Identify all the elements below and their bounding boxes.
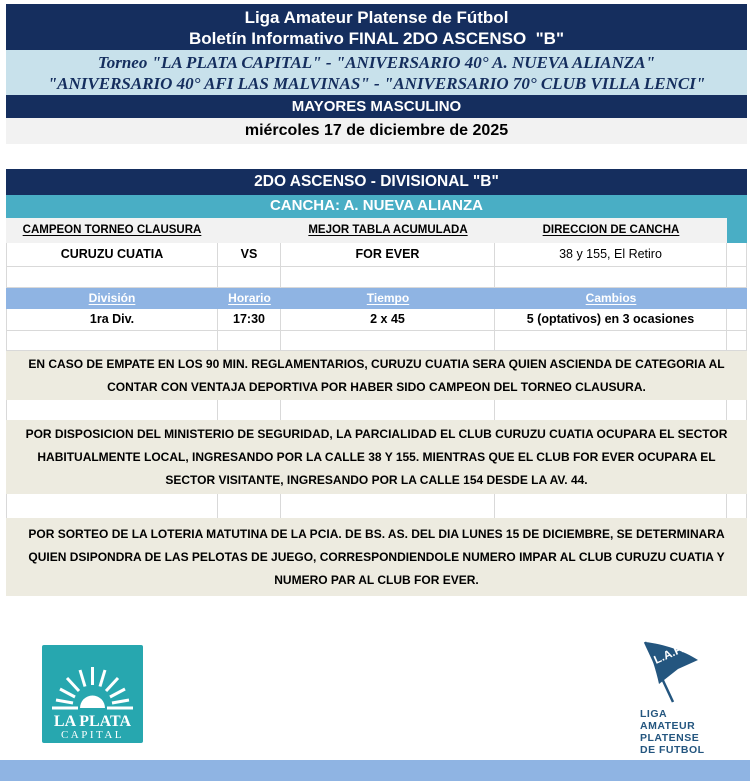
note-lottery: POR SORTEO DE LA LOTERIA MATUTINA DE LA PCIA. DE BS. AS. DEL DIA LUNES 15 DE DICIEMBRE, SE DETERMINARA QUIEN DSIPONDRA DE LAS PELOTAS DE JUEGO, CORRESPONDIENDOLE NUMERO IMPAR AL CLUB CURUZU CUATIA Y NUMERO PAR AL CLUB FOR EVER. [6,518,747,596]
match-header-row [6,218,747,243]
division-title-band: 2DO ASCENSO - DIVISIONAL "B" [6,169,747,195]
tournament-line-2: "ANIVERSARIO 40° AFI LAS MALVINAS" - "ANIVERSARIO 70° CLUB VILLA LENCI" [47,74,706,93]
note-security: POR DISPOSICION DEL MINISTERIO DE SEGURIDAD, LA PARCIALIDAD EL CLUB CURUZU CUATIA OCUPARA EL SECTOR HABITUALMENTE LOCAL, INGRESANDO POR LA CALLE 38 Y 155. MIENTRAS QUE EL CLUB FOR EVER OCUPARA EL SECTOR VISITANTE, INGRESANDO POR LA CALLE 154 DESDE LA AV. 44. [6,420,747,494]
tournament-line-1: Torneo "LA PLATA CAPITAL" - "ANIVERSARIO 40° A. NUEVA ALIANZA" [97,53,656,72]
lap-word-platense: PLATENSE [640,732,700,744]
lap-word-liga: LIGA [640,708,668,720]
gap-row [6,400,747,420]
capital-text: CAPITAL [60,729,125,741]
time-value: 17:30 [218,309,281,331]
venue-band: CANCHA: A. NUEVA ALIANZA [6,195,747,218]
empty-row [6,267,747,288]
home-team-name: CURUZU CUATIA [6,243,218,267]
venue-address: 38 y 155, El Retiro [495,243,727,267]
teal-corner-cell [727,218,747,243]
lap-flag-logo [632,636,722,754]
home-team-header: CAMPEON TORNEO CLAUSURA [6,218,218,243]
details-header-spacer [727,288,747,309]
vs-label: VS [218,243,281,267]
la-plata-text: LA PLATA [53,713,132,730]
date-band: miércoles 17 de diciembre de 2025 [6,118,747,144]
vs-header-spacer [218,218,281,243]
division-header: División [6,288,218,309]
duration-header: Tiempo [281,288,495,309]
lap-flag-text: L.A.P. [652,643,686,667]
away-team-header: MEJOR TABLA ACUMULADA [281,218,495,243]
empty-cell [727,309,747,331]
empty-row [6,331,747,351]
time-header: Horario [218,288,281,309]
lap-word-amateur: AMATEUR [640,720,696,732]
bulletin-document [6,4,747,596]
gap-row [6,494,747,518]
league-title: Liga Amateur Platense de Fútbol [244,8,509,27]
la-plata-capital-logo [42,645,143,743]
match-row [6,243,747,267]
away-team-name: FOR EVER [281,243,495,267]
duration-value: 2 x 45 [281,309,495,331]
footer-bar [0,760,750,781]
bulletin-title: Boletín Informativo FINAL 2DO ASCENSO "B" [188,29,565,48]
details-header-row [6,288,747,309]
pennant-flag-icon [645,642,698,702]
subs-value: 5 (optativos) en 3 ocasiones [495,309,727,331]
category-band: MAYORES MASCULINO [6,95,747,118]
lap-word-de-futbol: DE FUTBOL [640,744,705,754]
details-values-row [6,309,747,331]
empty-cell [727,243,747,267]
subs-header: Cambios [495,288,727,309]
header-band [6,4,747,50]
spacer [6,144,747,169]
address-header: DIRECCION DE CANCHA [495,218,727,243]
tournament-band [6,50,747,95]
note-tiebreak: EN CASO DE EMPATE EN LOS 90 MIN. REGLAMENTARIOS, CURUZU CUATIA SERA QUIEN ASCIENDA DE CATEGORIA AL CONTAR CON VENTAJA DEPORTIVA POR HABER SIDO CAMPEON DEL TORNEO CLAUSURA. [6,351,747,400]
division-value: 1ra Div. [6,309,218,331]
